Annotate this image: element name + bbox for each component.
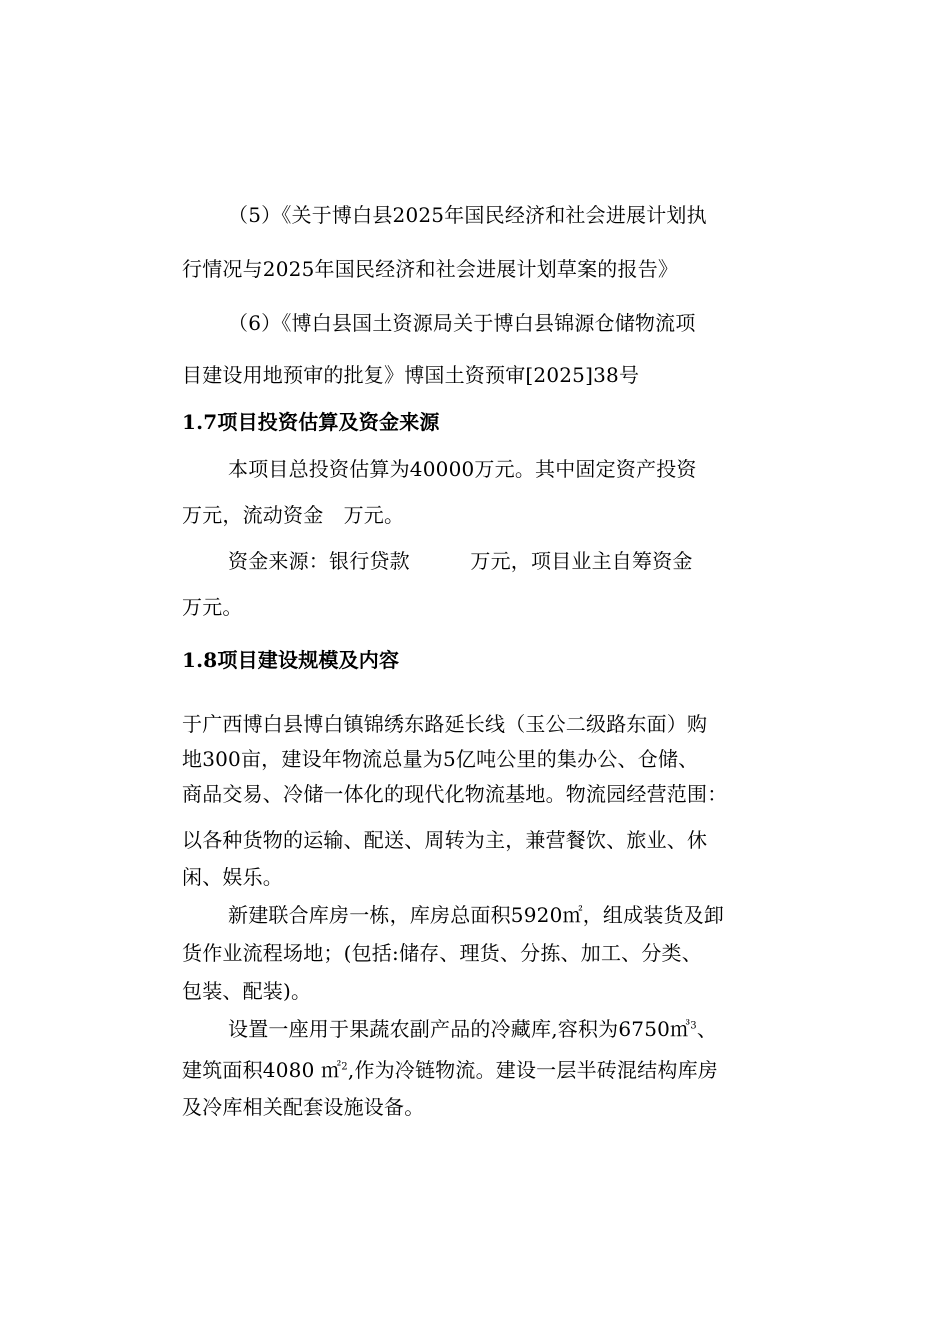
section-heading-1-8: 1.8项目建设规模及内容 [182, 648, 400, 672]
ref-item-6-line-2: 目建设用地预审的批复》博国土资预审[2025]38号 [182, 363, 640, 387]
ref-item-5-line-1: （5）《关于博白县2025年国民经济和社会进展计划执 [228, 203, 707, 227]
scope-paragraph-line-1: 于广西博白县博白镇锦绣东路延长线（玉公二级路东面）购 [182, 712, 708, 736]
warehouse-paragraph-line-1: 新建联合库房一栋，库房总面积5920㎡，组成装货及卸 [228, 903, 725, 927]
cold-storage-line-1-superscript: 3 [690, 1020, 697, 1032]
section-heading-1-7: 1.7项目投资估算及资金来源 [182, 410, 440, 434]
cold-storage-line-1-text: 设置一座用于果蔬农副产品的冷藏库,容积为6750㎥ [228, 1017, 691, 1041]
ref-item-6-line-1: （6）《博白县国土资源局关于博白县锦源仓储物流项 [228, 311, 696, 335]
scope-paragraph-line-4: 以各种货物的运输、配送、周转为主，兼营餐饮、旅业、休 [182, 828, 708, 852]
cold-storage-line-2-tail: ,作为冷链物流。建设一层半砖混结构库房 [347, 1058, 718, 1082]
cold-storage-paragraph-line-2 [182, 1057, 718, 1083]
investment-paragraph-line-1: 本项目总投资估算为40000万元。其中固定资产投资 [228, 457, 697, 481]
funding-paragraph-line-2: 万元。 [182, 595, 243, 619]
warehouse-paragraph-line-2: 货作业流程场地；(包括:储存、理货、分拣、加工、分类、 [182, 941, 702, 965]
scope-paragraph-line-2: 地300亩，建设年物流总量为5亿吨公里的集办公、仓储、 [182, 747, 699, 771]
scope-paragraph-line-5: 闲、娱乐。 [182, 865, 283, 889]
cold-storage-paragraph-line-1 [228, 1016, 717, 1042]
scope-paragraph-line-3: 商品交易、冷储一体化的现代化物流基地。物流园经营范围： [182, 782, 728, 806]
cold-storage-line-2-superscript: 2 [341, 1061, 348, 1073]
cold-storage-line-2-text: 建筑面积4080 ㎡ [182, 1058, 342, 1082]
funding-paragraph-line-1: 资金来源：银行贷款 万元，项目业主自筹资金 [228, 549, 693, 573]
ref-item-5-line-2: 行情况与2025年国民经济和社会进展计划草案的报告》 [182, 257, 679, 281]
investment-paragraph-line-2: 万元，流动资金 万元。 [182, 503, 405, 527]
cold-storage-paragraph-line-3: 及冷库相关配套设施设备。 [182, 1095, 425, 1119]
warehouse-paragraph-line-3: 包装、配装)。 [182, 979, 312, 1003]
cold-storage-line-1-tail: 、 [696, 1017, 718, 1041]
